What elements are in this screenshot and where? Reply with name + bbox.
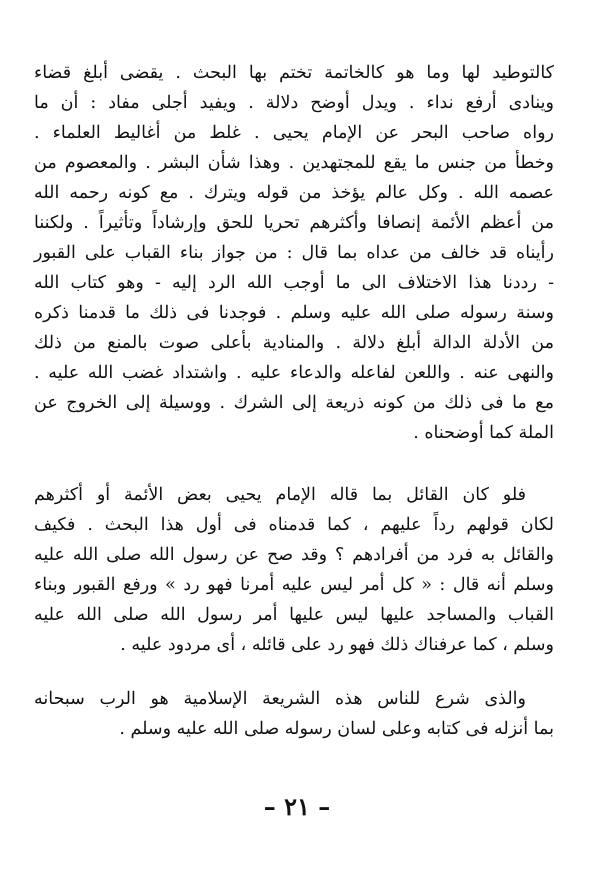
page-number: – ٢١ – <box>263 792 331 821</box>
text-line: رأيناه قد خالف من عداه بما قال : من جواز بناء القباب على القبور <box>34 243 554 263</box>
text-line: بما أنزله فى كتابه وعلى لسان رسوله صلى الله عليه وسلم . <box>119 719 554 739</box>
text-line: وسلم ، كما عرفناك ذلك فهو رد على قائله ، أى مردود عليه . <box>120 635 554 655</box>
text-line: والقائل به فرد من أفرادهم ؟ وقد صح عن رسول الله صلى الله عليه <box>34 545 554 565</box>
text-line: - رددنا هذا الاختلاف الى ما أوجب الله الرد إليه - وهو كتاب الله <box>34 273 554 293</box>
text-line: وخطأ من جنس ما يقع للمجتهدين . وهذا شأن البشر . والمعصوم من <box>34 153 554 173</box>
paragraph-1 <box>34 58 554 448</box>
text-line: وسلم أنه قال : « كل أمر ليس عليه أمرنا فهو رد » ورفع القبور وبناء <box>34 575 554 595</box>
text-line: من أعظم الأئمة إنصافا وأكثرهم تحريا للحق وإرشاداً وتأثيراً . ولكننا <box>34 213 554 233</box>
paragraph-2 <box>34 480 554 660</box>
text-line: كالتوطيد لها وما هو كالخاتمة تختم بها البحث . يقضى أبلغ قضاء <box>34 63 554 83</box>
text-line: رواه صاحب البحر عن الإمام يحيى . غلط من أغاليط العلماء . <box>34 123 554 143</box>
text-line: والذى شرع للناس هذه الشريعة الإسلامية هو الرب سبحانه <box>34 689 526 709</box>
text-line: فلو كان القائل بما قاله الإمام يحيى بعض الأئمة أو أكثرهم <box>34 485 526 505</box>
text-line: عصمه الله . وكل عالم يؤخذ من قوله ويترك . مع كونه رحمه الله <box>34 183 554 203</box>
text-line: وسنة رسوله صلى الله عليه وسلم . فوجدنا فى ذلك ما قدمنا ذكره <box>34 303 554 323</box>
text-line: من الأدلة الدالة أبلغ دلالة . والمنادية بأعلى صوت بالمنع من ذلك <box>34 333 554 353</box>
text-line: مع ما فى ذلك من كونه ذريعة إلى الشرك . ووسيلة إلى الخروج عن <box>34 393 554 413</box>
text-line: الملة كما أوضحناه . <box>413 423 554 443</box>
text-line: لكان قولهم رداً عليهم ، كما قدمناه فى أول هذا البحث . فكيف <box>34 515 554 535</box>
text-line: القباب والمساجد عليها ليس عليها أمر رسول الله صلى الله عليه <box>34 605 554 625</box>
text-line: والنهى عنه . واللعن لفاعله والدعاء عليه . واشتداد غضب الله عليه . <box>34 363 554 383</box>
text-line: وينادى أرفع نداء . ويدل أوضح دلالة . ويفيد أجلى مفاد : أن ما <box>34 93 554 113</box>
paragraph-3 <box>34 684 554 744</box>
